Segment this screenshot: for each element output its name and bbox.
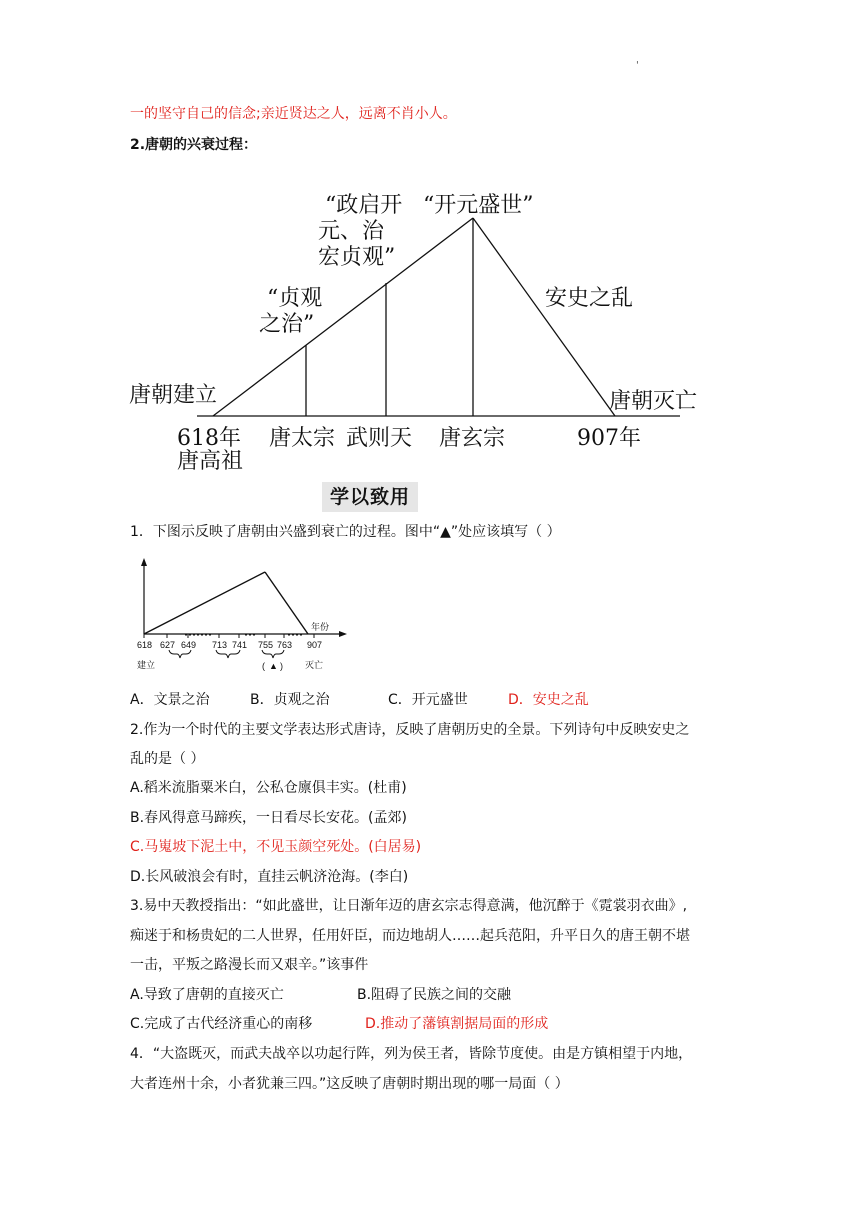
tick-label-907: 907 [307,640,323,650]
q3-stem-1: 3.易中天教授指出：“如此盛世，让日渐年迈的唐玄宗志得意满，他沉醉于《霓裳羽衣曲》, [130,898,688,914]
q4-stem-1: 4．“大盗既灭，而武夫战卒以功起行阵，列为侯王者，皆除节度使。由是方镇相望于内地， [130,1046,693,1062]
q2-option-d: D.长风破浪会有时，直挂云帆济沧海。(李白) [130,869,409,885]
q2-option-b: B.春风得意马蹄疾，一日看尽长安花。(孟郊) [130,810,407,826]
label-anshi: 安史之乱 [545,286,634,311]
heading-rise-fall: 2.唐朝的兴衰过程： [130,137,258,153]
bottom-907: 907年 [577,426,641,451]
y-axis-arrow [141,558,147,566]
tick-label-755: 755 [258,640,274,650]
bottom-taizong: 唐太宗 [269,426,336,451]
q3-option-c: C.完成了古代经济重心的南移 [130,1016,313,1032]
bottom-618: 618年 [177,426,241,451]
q2-stem-2: 乱的是（ ） [130,751,205,767]
header-mark: ' [636,60,639,71]
rise-segment [144,572,265,634]
label-zhenguan-1: “贞观 [267,286,323,311]
tick-label-763: 763 [277,640,293,650]
q4-stem-2: 大者连州十余，小者犹兼三四。”这反映了唐朝时期出现的哪一局面（ ） [130,1076,569,1092]
label-end: 唐朝灭亡 [609,389,698,414]
tick-label-627: 627 [160,640,176,650]
q3-stem-2: 痴迷于和杨贵妃的二人世界，任用奸臣，而边地胡人……起兵范阳，升平日久的唐王朝不堪 [130,928,690,944]
label-zhengqi-2: 元、治 [318,219,385,244]
end-label: 灭亡 [305,660,324,670]
q3-option-d: D.推动了藩镇割据局面的形成 [365,1016,549,1032]
q2-option-c: C.马嵬坡下泥土中，不见玉颜空死处。(白居易) [130,839,422,855]
bottom-xuanzong: 唐玄宗 [439,426,506,451]
q1-option-d: D．安史之乱 [508,692,589,708]
label-zhengqi-3: 宏贞观” [318,245,396,270]
previous-answer-line: 一的坚守自己的信念;亲近贤达之人，远离不肖小人。 [130,106,457,122]
start-label: 建立 [137,660,156,670]
brace-2 [216,650,240,658]
decline-segment [265,572,308,634]
q1-option-b: B．贞观之治 [250,692,330,708]
tick-label-713: 713 [212,640,228,650]
q3-option-a: A.导致了唐朝的直接灭亡 [130,987,284,1003]
q1-stem: 1．下图示反映了唐朝由兴盛到衰亡的过程。图中“▲”处应该填写（ ） [130,524,561,540]
x-axis-arrow [339,631,347,637]
q2-option-a: A.稻米流脂粟米白，公私仓廪俱丰实。(杜甫) [130,780,407,796]
q1-option-c: C．开元盛世 [388,692,468,708]
tick-group [137,634,322,650]
decline-line [473,218,615,416]
tang-rise-fall-diagram [125,185,710,475]
marker-paren-open: ( [262,661,265,671]
tick-label-649: 649 [181,640,197,650]
label-zhengqi-1: “政启开 [325,193,403,218]
brace-1 [169,650,191,658]
bottom-gaozu: 唐高祖 [177,449,244,474]
q3-stem-3: 一击，平叛之路漫长而又艰辛。”该事件 [130,957,369,973]
tick-label-741: 741 [232,640,248,650]
marker-paren-close: ) [280,661,283,671]
q1-option-a: A．文景之治 [130,692,210,708]
triangle-marker: ▲ [269,661,278,671]
q3-option-b: B.阻碍了民族之间的交融 [357,987,512,1003]
label-kaiyuan: “开元盛世” [423,193,534,218]
q2-stem-1: 2.作为一个时代的主要文学表达形式唐诗，反映了唐朝历史的全景。下列诗句中反映安史之 [130,722,690,738]
tick-label-618: 618 [137,640,153,650]
label-zhenguan-2: 之治” [259,312,315,337]
x-axis-label: 年份 [311,622,330,632]
section-title: 学以致用 [322,482,418,512]
q1-chart [125,556,350,676]
bottom-wuzetian: 武则天 [346,426,413,451]
brace-3 [262,650,284,658]
label-start: 唐朝建立 [129,383,218,408]
